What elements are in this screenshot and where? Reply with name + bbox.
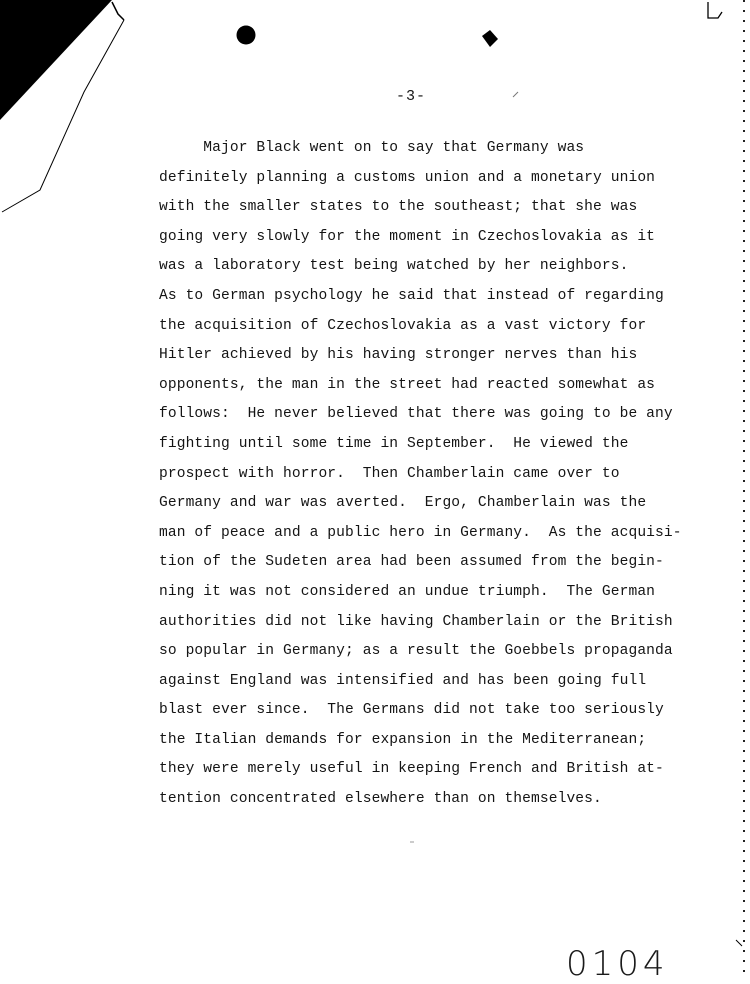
fold-edge-line [112,2,124,20]
punch-hole-left [237,26,256,45]
handwritten-page-number: 0104 [566,944,669,984]
text-line: tention concentrated elsewhere than on themselves. [159,791,602,808]
stray-mark [513,92,518,97]
text-line: Major Black went on to say that Germany was [159,140,585,156]
text-line: ning it was not considered an undue triumph. The German [159,583,656,600]
folded-corner-shadow [0,0,112,120]
text-line: Germany and war was averted. Ergo, Chamberlain was the [159,495,647,512]
text-line: As to German psychology he said that instead of regarding [159,287,664,304]
text-line: blast ever since. The Germans did not take too seriously [159,702,664,719]
text-line: tion of the Sudeten area had been assumed from the begin- [159,554,664,571]
text-line: prospect with horror. Then Chamberlain came over to [159,465,620,482]
text-line: man of peace and a public hero in Germany. As the acquisi- [159,524,682,541]
text-line: opponents, the man in the street had reacted somewhat as [159,376,656,393]
punch-hole-right [482,30,498,47]
text-line: the acquisition of Czechoslovakia as a vast victory for [159,317,647,334]
text-line: was a laboratory test being watched by her neighbors. [159,258,629,275]
body-paragraph [159,134,699,815]
corner-tick-mark [708,2,722,18]
text-line: so popular in Germany; as a result the Goebbels propaganda [159,643,673,660]
text-line: definitely planning a customs union and a monetary union [159,169,656,186]
right-edge-mark [736,940,742,946]
text-line: Hitler achieved by his having stronger nerves than his [159,347,638,364]
text-line: fighting until some time in September. He viewed the [159,435,629,452]
text-line: they were merely useful in keeping French and British at- [159,761,664,778]
text-line: against England was intensified and has been going full [159,672,647,689]
text-line: the Italian demands for expansion in the Mediterranean; [159,731,647,748]
text-line: going very slowly for the moment in Czechoslovakia as it [159,228,656,245]
text-line: authorities did not like having Chamberlain or the British [159,613,673,630]
page-number: -3- [396,88,427,105]
text-line: follows: He never believed that there was going to be any [159,406,673,423]
text-line: with the smaller states to the southeast; that she was [159,199,638,216]
